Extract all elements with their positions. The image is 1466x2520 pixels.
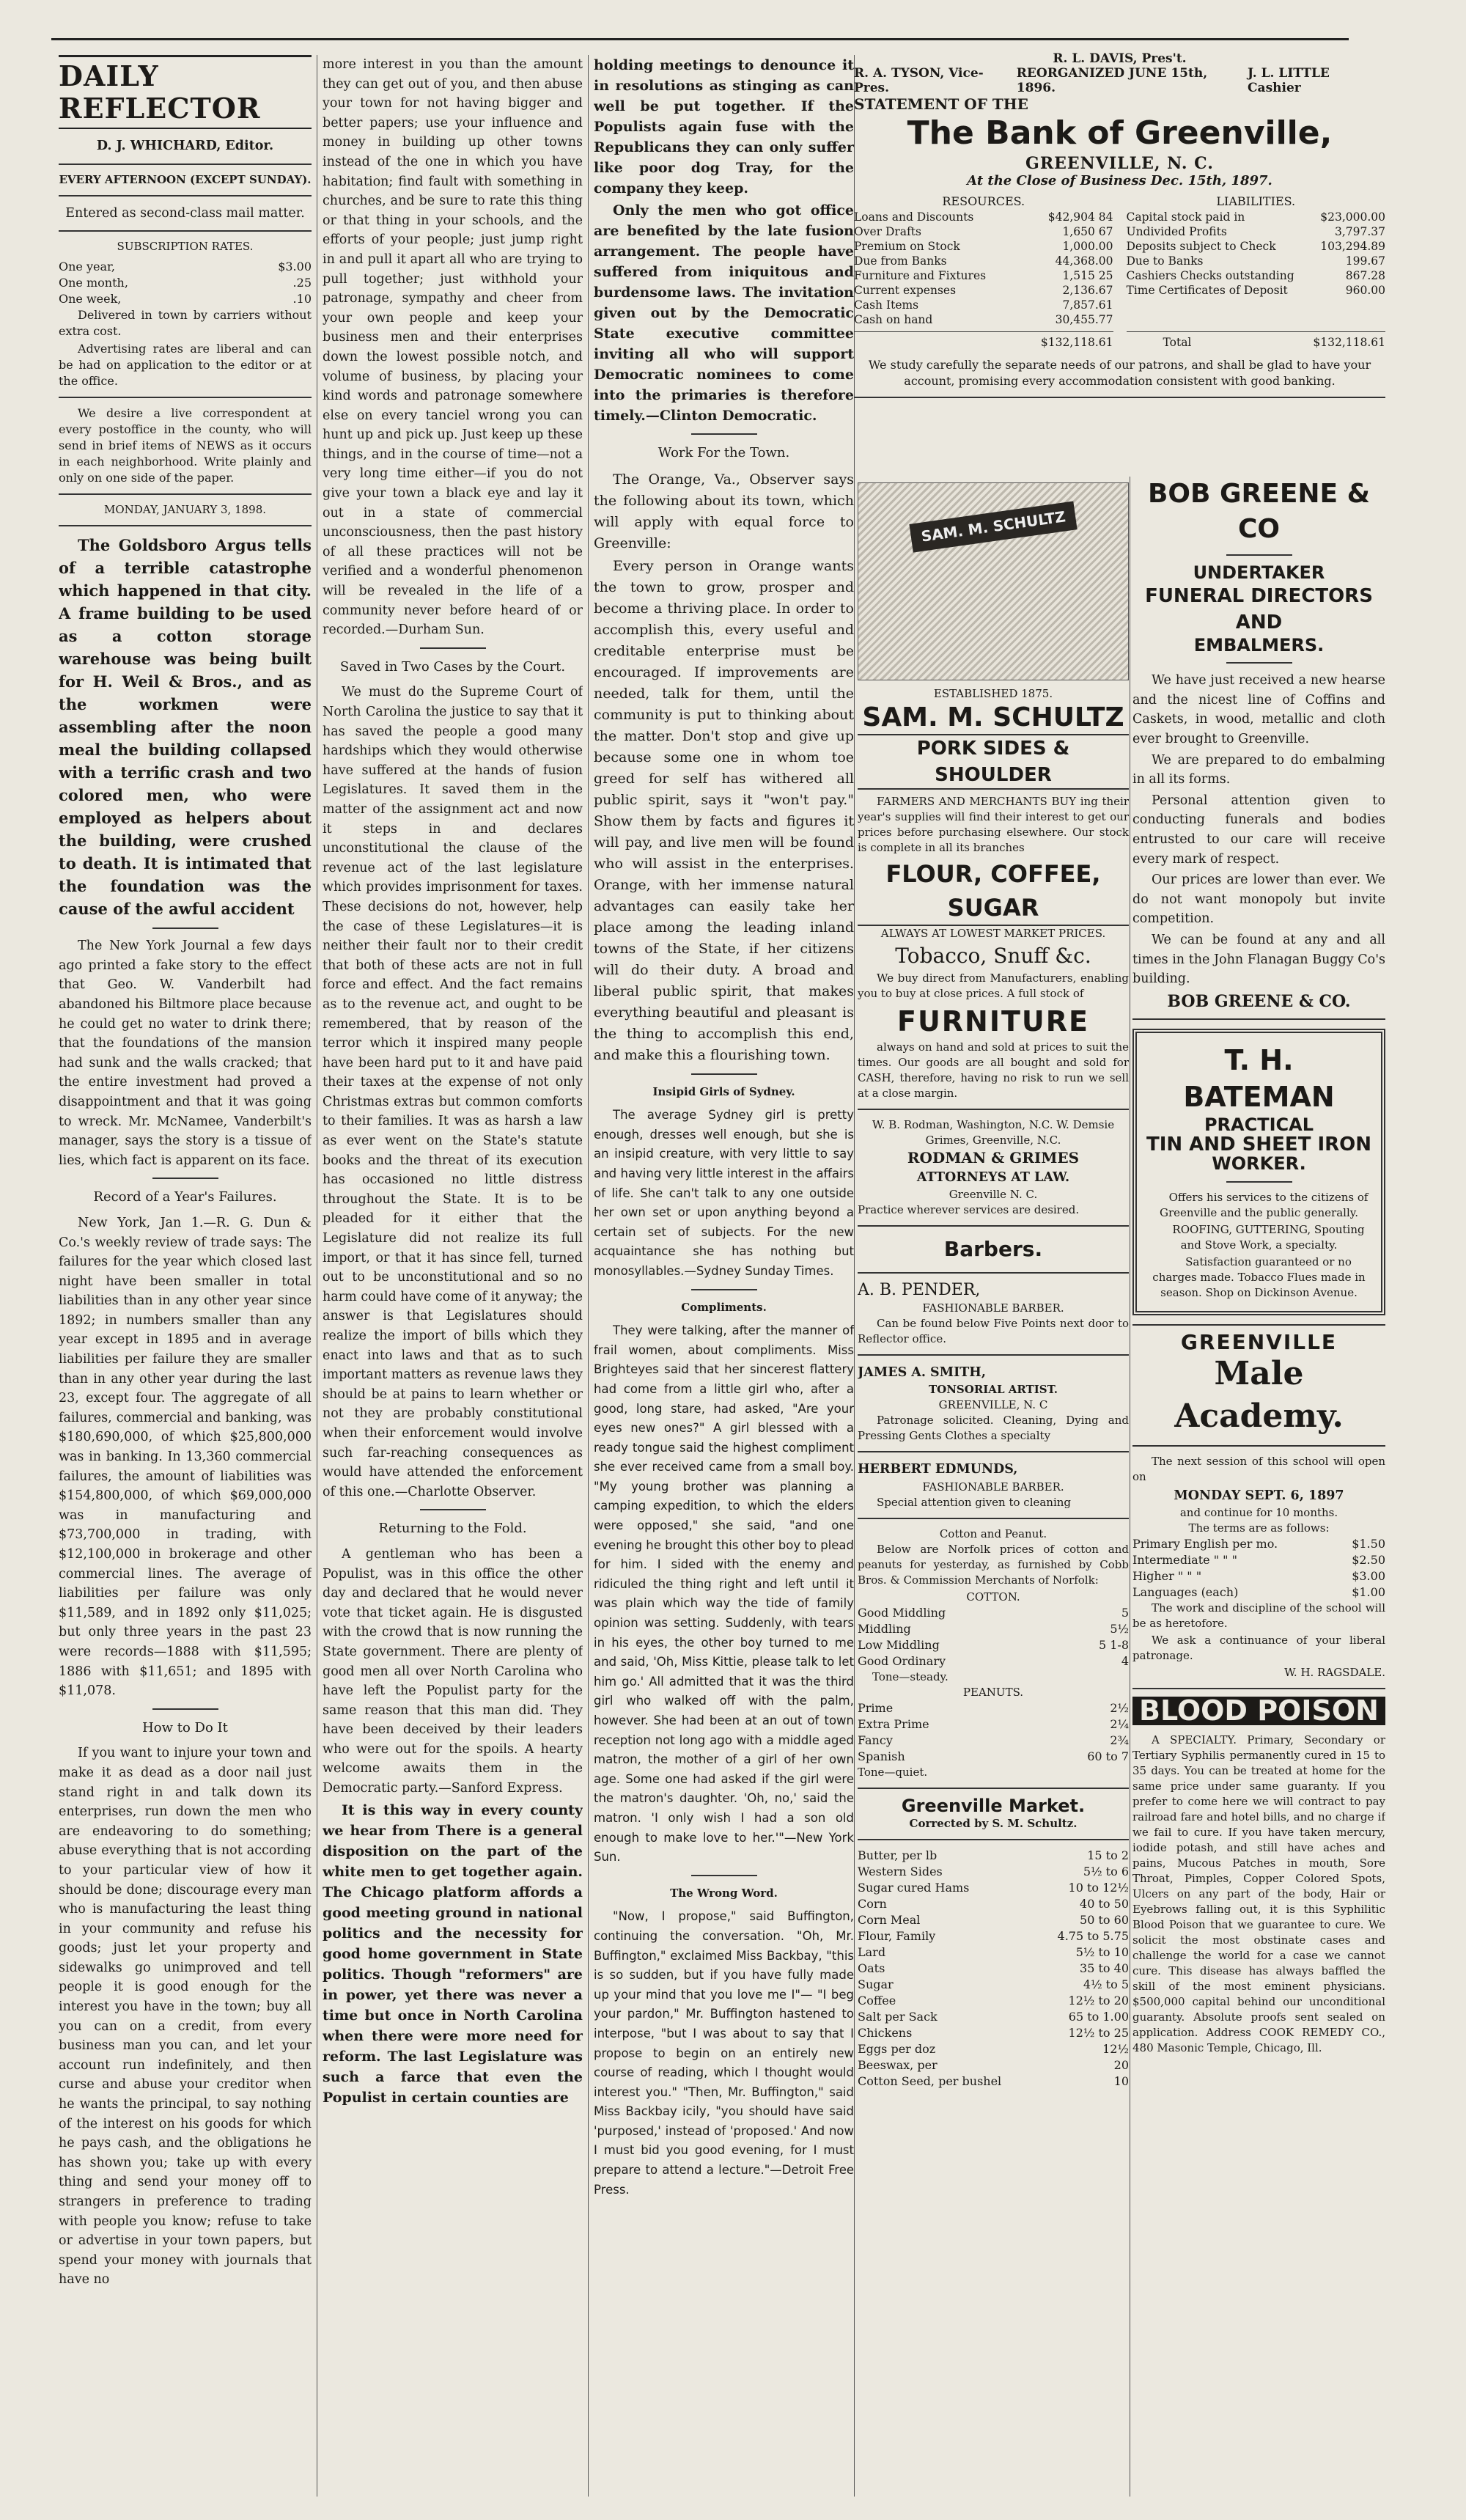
academy-terms: The terms are as follows: <box>1188 1521 1330 1535</box>
correspondent-notice: We desire a live correspondent at every postoffice in the county, who will send in brief items of NEWS as it occurs in each neighborhood. Write plainly and only on one side of the paper. <box>59 406 312 485</box>
market-row <box>858 2009 1129 2025</box>
liability-label: Cashiers Checks outstanding <box>1126 269 1294 282</box>
resource-row <box>854 312 1113 327</box>
smith-title: TONSORIAL ARTIST. <box>928 1383 1058 1397</box>
bateman-text: Offers his services to the citizens of Greenville and the public generally. <box>1160 1191 1369 1220</box>
academy-open: The next session of this school will open on <box>1132 1454 1385 1483</box>
greene-text-5: We can be found at any and all times in the John Flanagan Buggy Co's building. <box>1132 932 1385 987</box>
rate-row: One month, .25 <box>59 276 312 290</box>
work-intro: The Orange, Va., Observer says the following about its town, which will apply with equal force to Greenville: <box>594 471 854 551</box>
divider <box>691 1073 757 1075</box>
cotton-row <box>858 1621 1129 1637</box>
market-label: Sugar <box>858 1977 894 1991</box>
masthead-title: DAILY REFLECTOR <box>59 55 312 129</box>
bateman-satisfaction: Satisfaction guaranteed or no charges made. Tobacco Flues made in season. Shop on Dickinson Avenue. <box>1152 1255 1366 1300</box>
divider <box>59 195 312 196</box>
only-men-article: Only the men who got office are benefited by the late fusion arrangement. The people have suffered from iniquitous and burdensome laws. The invitation given out by the Democratic State executive committee inviting all who will support Democratic nominees to come into the primaries is therefore timely.—Clinton Democratic. <box>594 202 854 424</box>
funeral-directors: FUNERAL DIRECTORS AND <box>1145 584 1373 633</box>
resource-row <box>854 254 1113 268</box>
market-value: 50 to 60 <box>1080 1912 1129 1927</box>
greene-text-4: Our prices are lower than ever. We do not want monopoly but invite competition. <box>1132 873 1385 927</box>
dateline: MONDAY, JANUARY 3, 1898. <box>103 503 267 517</box>
market-value: 35 to 40 <box>1080 1961 1129 1975</box>
market-value: 12½ to 20 <box>1068 1993 1129 2007</box>
cotton-label: Good Ordinary <box>858 1653 946 1668</box>
divider <box>858 1518 1129 1519</box>
market-row <box>858 1864 1129 1880</box>
market-label: Chickens <box>858 2025 913 2040</box>
liability-label: Deposits subject to Check <box>1126 240 1276 253</box>
market-row <box>858 2057 1129 2073</box>
divider <box>420 647 486 649</box>
term-value: $2.50 <box>1352 1553 1385 1568</box>
terms-table <box>1132 1536 1385 1601</box>
cotton-label: COTTON. <box>966 1590 1020 1604</box>
chicago-continued: holding meetings to denounce it in resolutions as stinging as can well be put together. If the Populists again fuse with the Republicans they can only suffer like poor dog Tray, for the company they keep. <box>594 57 854 196</box>
market-heading: Greenville Market. <box>901 1795 1086 1816</box>
liabilities-heading: LIABILITIES. <box>1216 194 1296 208</box>
resources-side <box>854 194 1113 350</box>
bateman-roof: ROOFING, GUTTERING, Spouting and Stove Work, a specialty. <box>1172 1223 1365 1252</box>
bateman-practical: PRACTICAL <box>1204 1114 1314 1136</box>
market-value: 65 to 1.00 <box>1068 2009 1129 2024</box>
peanut-row <box>858 1733 1129 1749</box>
divider <box>858 1839 1129 1840</box>
peanut-row <box>858 1716 1129 1733</box>
rate-row: One week, .10 <box>59 292 312 306</box>
market-label: Western Sides <box>858 1864 943 1878</box>
rodman-place: Greenville N. C. <box>949 1188 1038 1202</box>
divider <box>59 493 312 495</box>
goldsboro-article: The Goldsboro Argus tells of a terrible catastrophe which happened in that city. A frame building to be used as a cotton storage warehouse was being built for H. Weil & Bros., and as the workmen were assembling after the noon meal the building collapsed with a terrific crash and two colored men, who were employed as helpers about the building, were crushed to death. It is intimated that the foundation was the cause of the awful accident <box>59 536 312 919</box>
column-1 <box>59 55 312 2497</box>
market-value: 12½ to 25 <box>1068 2025 1129 2040</box>
greene-text-3: Personal attention given to conducting funerals and bodies entrusted to our care will receive every mark of respect. <box>1132 793 1385 867</box>
liability-row <box>1127 239 1386 254</box>
market-label: Salt per Sack <box>858 2009 938 2024</box>
failures-article: New York, Jan 1.—R. G. Dun & Co.'s weekly review of trade says: The failures for the year which closed last night have been smaller in total liabilities than in any other year since 1892; in numbers smaller than any year except in 1895 and in average liabilities per failure they are smaller than in any other year during the last 23, except four. The aggregate of all failures, commercial and banking, was $180,690,000, of which $25,800,000 was in banking. In 13,360 commercial failures, the amount of liabilities was $154,800,000, of which $69,000,000 was in manufacturing and $73,700,000 in trading, with $12,100,000 in brokerage and other commercial lines. The average of liabilities per failure was only $11,589, and in 1892 only $11,025; but only three years in the past 23 were records—1888 with $11,595; 1886 with $11,651; and 1895 with $11,078. <box>59 1215 312 1699</box>
smith-text: Patronage solicited. Cleaning, Dying and Pressing Gents Clothes a specialty <box>858 1414 1129 1443</box>
divider <box>691 1289 757 1290</box>
liability-row <box>1127 224 1386 239</box>
liability-row <box>1127 283 1386 298</box>
market-label: Butter, per lb <box>858 1848 938 1862</box>
peanut-row <box>858 1749 1129 1765</box>
work-article: Every person in Orange wants the town to grow, prosper and become a thriving place. In order to accomplish this, every useful and creditable enterprise must be encouraged. If improvements are needed, talk for them, until the community is put to thinking about the matter. Don't stop and give up because some one in whom toe greed for self has withered all public spirit, says it "won't pay." Show them by facts and figures it will pay, and live men will be found who will assist in the enterprises. Orange, with her immense natural advantages can easily take her place among the leading inland towns of the State, if her citizens will do their duty. A broad and liberal public spirit, that makes everything beautiful and pleasant is the thing to accomplish this end, and make this a flourishing town. <box>594 557 854 1063</box>
cotton-table <box>858 1605 1129 1669</box>
cotton-text: Below are Norfolk prices of cotton and peanuts for yesterday, as furnished by Cobb Bros. & Commission Merchants of Norfolk: <box>858 1542 1129 1587</box>
schultz-name: SAM. M. SCHULTZ <box>862 702 1124 732</box>
term-value: $3.00 <box>1352 1569 1385 1584</box>
peanut-label: Fancy <box>858 1733 893 1747</box>
rodman-text: Practice wherever services are desired. <box>858 1203 1080 1217</box>
saved-article: We must do the Supreme Court of North Carolina the justice to say that it has saved the people a good many hardships which they would otherwise have suffered at the hands of fusion Legislatures. It saved them in the matter of the assignment act and now it steps in and declares unconstitutional the clause of the revenue act of the last legislature which provides imprisonment for taxes. These decisions do not, however, help the case of these Legislatures—it is neither their fault nor to their credit that both of these acts are not in full force and effect. And the fact remains as to the revenue act, and ought to be remembered, that by reason of the terror which it inspired many people have been hard put to it and have paid their taxes at the expense of not only Christmas extras but common comforts to their families. It was as harsh a law as ever went on the State's statute books and the threat of its execution has occasioned no little distress throughout the State. It is to be pleaded for it either that the Legislature did not realize its full import, or that it has since fell, turned out to be unconstitutional and so no harm could have come of it anyway; the answer is that Legislatures should realize the import of bills which they enact into laws and that as to such important matters as revenue laws they should be at pains to learn whether or not they are probably constitutional when their enforcement would involve such far-reaching consequences as would have attended the enforcement of this one.—Charlotte Observer. <box>323 685 583 1499</box>
cotton-value: 5½ <box>1110 1621 1129 1636</box>
sydney-heading: Insipid Girls of Sydney. <box>652 1084 795 1098</box>
greene-sign: BOB GREENE & CO. <box>1167 991 1351 1011</box>
tobacco-line: Tobacco, Snuff &c. <box>895 944 1091 968</box>
divider <box>59 230 312 232</box>
peanut-label: Prime <box>858 1700 894 1715</box>
cotton-tone: Tone—steady. <box>872 1669 949 1683</box>
flour-line: FLOUR, COFFEE, SUGAR <box>858 857 1129 926</box>
howto-continued: more interest in you than the amount they can get out of you, and then abuse your town for not having bigger and better papers; use your influence and money in building up other towns instead of the one in which you have habitation; find fault with something in churches, and be sure to rate this thing or that thing in your schools, and the efforts of your people; just jump right in and pull it apart all who are trying to pull together; just withhold your patronage, sympathy and cheer from your own people and keep your business men and their enterprises down the lowest possible notch, and volume of business, by placing your kind words and patronage somewhere else on every tanciel wrong you can hunt up and pick up. Just keep up these things, and in the course of time—not a very long time either—if you do not give your town a black eye and lay it out in a state of commercial unconsciousness, then the past history of all these practices will not be verified and a wonderful phenomenon will be revealed in the life of a community never before heard of or recorded.—Durham Sun. <box>323 57 583 638</box>
bank-officers <box>854 66 1385 95</box>
peanuts-table <box>858 1700 1129 1765</box>
market-row <box>858 1977 1129 1993</box>
greene-text-2: We are prepared to do embalming in all its forms. <box>1132 752 1385 787</box>
market-label: Corn Meal <box>858 1912 921 1927</box>
resource-label: Premium on Stock <box>854 240 960 253</box>
fold-article: A gentleman who has been a Populist, was in this office the other day and declared that he would never vote that ticket again. He is disgusted with the crowd that is now running the State government. There are plenty of good men all over North Carolina who have left the Populist party for the same reason that this man did. They have been deceived by their leaders who were out for the spoils. A hearty welcome awaits them in the Democratic party.—Sanford Express. <box>323 1546 583 1796</box>
divider <box>420 1509 486 1510</box>
compliments-heading: Compliments. <box>681 1300 767 1314</box>
bateman-ad <box>1132 1029 1385 1315</box>
resource-value: 2,136.67 <box>1062 284 1113 297</box>
liability-value: 199.67 <box>1345 254 1385 268</box>
academy-city: GREENVILLE <box>1180 1330 1338 1355</box>
divider <box>1226 1181 1292 1183</box>
smith-place: GREENVILLE, N. C <box>938 1398 1048 1412</box>
liability-label: Time Certificates of Deposit <box>1126 284 1288 297</box>
divider <box>1132 1445 1385 1447</box>
bateman-name: T. H. BATEMAN <box>1183 1044 1335 1114</box>
divider <box>1226 554 1292 556</box>
term-row <box>1132 1536 1385 1552</box>
furniture-text: always on hand and sold at prices to suit the times. Our goods are all bought and sold for CASH, therefore, having no risk to run we sell at a close margin. <box>858 1040 1129 1100</box>
bank-place: GREENVILLE, N. C. <box>1025 154 1214 173</box>
liability-label: Due to Banks <box>1126 254 1204 268</box>
chicago-article: It is this way in every county we hear from There is a general disposition on the part of the white men to get together again. The Chicago platform affords a good meeting ground in national politics and the necessity for good home government in State politics. Though "reformers" are in power, yet there was never a time but once in North Carolina when there were more need for reform. The last Legislature was such a farce that even the Populist in certain counties are <box>323 1801 583 2106</box>
market-value: 12½ <box>1102 2041 1129 2056</box>
market-row <box>858 1944 1129 1961</box>
divider <box>59 164 312 165</box>
academy-work: The work and discipline of the school will be as heretofore. <box>1132 1601 1385 1631</box>
saved-heading: Saved in Two Cases by the Court. <box>339 658 566 675</box>
cotton-row <box>858 1605 1129 1621</box>
market-label: Sugar cured Hams <box>858 1880 970 1895</box>
divider <box>858 1451 1129 1452</box>
resource-label: Current expenses <box>854 284 957 297</box>
liabilities-total: Total $132,118.61 <box>1127 331 1386 350</box>
pork-line: PORK SIDES & SHOULDER <box>858 734 1129 790</box>
liability-label: Undivided Profits <box>1126 225 1227 238</box>
term-value: $1.00 <box>1352 1585 1385 1600</box>
bank-statement-label: STATEMENT OF THE <box>854 95 1028 113</box>
divider <box>59 397 312 398</box>
divider <box>691 1875 757 1876</box>
liability-value: 3,797.37 <box>1334 225 1385 238</box>
masthead-entered: Entered as second-class mail matter. <box>65 205 305 221</box>
term-label: Higher " " " <box>1132 1569 1202 1584</box>
fold-heading: Returning to the Fold. <box>378 1521 527 1537</box>
peanut-value: 60 to 7 <box>1087 1749 1129 1763</box>
liability-value: 103,294.89 <box>1320 240 1385 253</box>
divider <box>152 1178 218 1179</box>
resource-label: Cash on hand <box>854 313 933 326</box>
market-value: 20 <box>1113 2057 1129 2072</box>
greene-text-1: We have just received a new hearse and the nicest line of Coffins and Caskets, in wood, metallic and cloth ever brought to Greenville. <box>1132 673 1385 746</box>
resource-label: Cash Items <box>854 298 919 312</box>
divider <box>59 525 312 526</box>
market-row <box>858 2073 1129 2090</box>
market-table <box>858 1848 1129 2090</box>
liability-row <box>1127 210 1386 224</box>
cotton-label: Good Middling <box>858 1605 946 1620</box>
market-row <box>858 1993 1129 2009</box>
resource-label: Due from Banks <box>854 254 947 268</box>
cotton-heading: Cotton and Peanut. <box>939 1527 1047 1540</box>
market-label: Lard <box>858 1944 886 1959</box>
divider <box>1132 1324 1385 1326</box>
peanuts-label: PEANUTS. <box>962 1685 1024 1699</box>
bank-reorg: REORGANIZED JUNE 15th, 1896. <box>1016 66 1208 95</box>
blood-poison-text: A SPECIALTY. Primary, Secondary or Tertiary Syphilis permanently cured in 15 to 35 days. You can be treated at home for the same price under same guaranty. If you prefer to come here we will contract to pay railroad fare and hotel bills, and no charge if we fail to cure. If you have taken mercury, iodide potash, and still have aches and pains, Mucous Patches in mouth, Sore Throat, Pimples, Copper Colored Spots, Ulcers on any part of the body, Hair or Eyebrows falling out, it is this Syphilitic Blood Poison that we guarantee to cure. We solicit the most obstinate cases and challenge the world for a case we cannot cure. This disease has always baffled the skill of the most eminent physicians. $500,000 capital behind our unconditional guaranty. Absolute proofs sent sealed on application. Address COOK REMEDY CO., 480 Masonic Temple, Chicago, Ill. <box>1132 1733 1385 2054</box>
divider <box>858 1109 1129 1110</box>
rodman-title: ATTORNEYS AT LAW. <box>916 1169 1070 1185</box>
market-label: Flour, Family <box>858 1928 936 1943</box>
market-row <box>858 1912 1129 1928</box>
bateman-tin: TIN AND SHEET IRON <box>1146 1133 1372 1156</box>
resource-row <box>854 210 1113 224</box>
divider <box>858 1354 1129 1356</box>
rate-row: One year, $3.00 <box>59 260 312 274</box>
top-rule <box>51 38 1349 40</box>
column-2 <box>323 55 583 2497</box>
resources-total: $132,118.61 <box>854 331 1113 350</box>
always-line: ALWAYS AT LOWEST MARKET PRICES. <box>880 927 1106 940</box>
market-label: Beeswax, per <box>858 2057 938 2072</box>
resource-label: Loans and Discounts <box>854 210 974 224</box>
academy-sign: W. H. RAGSDALE. <box>1284 1666 1385 1680</box>
market-row <box>858 1961 1129 1977</box>
term-label: Languages (each) <box>1132 1585 1239 1600</box>
edmunds-title: FASHIONABLE BARBER. <box>922 1480 1064 1494</box>
rates-delivery: Delivered in town by carriers without extra cost. <box>59 308 312 339</box>
divider <box>858 1272 1129 1274</box>
academy-continue: and continue for 10 months. <box>1179 1506 1338 1520</box>
liability-row <box>1127 254 1386 268</box>
howto-heading: How to Do It <box>142 1719 228 1735</box>
market-label: Coffee <box>858 1993 896 2007</box>
masthead-editor: D. J. WHICHARD, Editor. <box>96 139 274 153</box>
resource-row <box>854 224 1113 239</box>
bank-date: At the Close of Business Dec. 15th, 1897. <box>967 173 1272 188</box>
market-value: 10 to 12½ <box>1068 1880 1129 1895</box>
bank-ledger <box>854 194 1385 350</box>
wrong-heading: The Wrong Word. <box>670 1886 778 1900</box>
market-row <box>858 2041 1129 2057</box>
work-heading: Work For the Town. <box>658 445 790 460</box>
market-row <box>858 1928 1129 1944</box>
pender-name: A. B. PENDER, <box>858 1281 981 1300</box>
bank-president: R. L. DAVIS, Pres't. <box>1053 51 1187 66</box>
undertaker: UNDERTAKER <box>1193 562 1325 583</box>
smith-name: JAMES A. SMITH, <box>858 1364 986 1380</box>
buy-direct: We buy direct from Manufacturers, enabling you to buy at close prices. A full stock of <box>858 971 1129 1000</box>
sydney-article: The average Sydney girl is pretty enough, dresses well enough, but she is an insipid creature, with very little to say and having very little interest in the affairs of life. She can't talk to any one outside her own set or upon anything beyond a certain set of subjects. For the new acquaintance she has nothing but monosyllables.—Sydney Sunday Times. <box>594 1108 854 1278</box>
market-label: Corn <box>858 1896 887 1911</box>
liability-value: 960.00 <box>1345 284 1385 297</box>
resource-value: 7,857.61 <box>1062 298 1113 312</box>
cotton-value: 4 <box>1121 1653 1129 1668</box>
market-value: 4.75 to 5.75 <box>1057 1928 1129 1943</box>
market-value: 15 to 2 <box>1087 1848 1129 1862</box>
resource-label: Over Drafts <box>854 225 921 238</box>
liability-value: $23,000.00 <box>1320 210 1385 224</box>
peanut-label: Spanish <box>858 1749 905 1763</box>
market-value: 5½ to 10 <box>1075 1944 1129 1959</box>
column-rule <box>588 55 589 2497</box>
resource-value: 1,515 25 <box>1062 269 1113 282</box>
market-value: 10 <box>1113 2073 1129 2088</box>
column-3 <box>594 55 854 2497</box>
embalmers: EMBALMERS. <box>1193 634 1325 655</box>
bank-note: We study carefully the separate needs of our patrons, and shall be glad to have your account, promising every accommodation consistent with good banking. <box>868 358 1371 388</box>
liabilities-side <box>1127 194 1386 350</box>
peanut-value: 2¼ <box>1110 1716 1129 1731</box>
resources-heading: RESOURCES. <box>942 194 1025 208</box>
cotton-row <box>858 1653 1129 1669</box>
cotton-value: 5 <box>1121 1605 1129 1620</box>
resource-value: 44,368.00 <box>1055 254 1113 268</box>
cotton-row <box>858 1637 1129 1653</box>
divider <box>854 397 1385 398</box>
resource-row <box>854 283 1113 298</box>
wrong-article: "Now, I propose," said Buffington, continuing the conversation. "Oh, Mr. Buffington," exclaimed Miss Backbay, "this is so sudden, but if you have fully made up your mind that you love me I"— "I beg your pardon," Mr. Buffington hastened to interpose, "but I was about to say that I propose to begin on an entirely new course of reading, which I thought would interest you." "Then, Mr. Buffington," said Miss Backbay icily, "you should have said 'purposed,' instead of 'proposed.' And now I must bid you good evening, for I must prepare to attend a lecture."—Detroit Free Press. <box>594 1909 854 2197</box>
peanuts-tone: Tone—quiet. <box>858 1765 928 1779</box>
pender-title: FASHIONABLE BARBER. <box>922 1301 1064 1315</box>
resource-row <box>854 298 1113 312</box>
peanut-value: 2½ <box>1110 1700 1129 1715</box>
store-illustration <box>858 482 1129 680</box>
market-row <box>858 1848 1129 1864</box>
market-row <box>858 1896 1129 1912</box>
barbers-heading: Barbers. <box>943 1237 1043 1262</box>
resource-label: Furniture and Fixtures <box>854 269 987 282</box>
peanut-label: Extra Prime <box>858 1716 929 1731</box>
store-sign: SAM. M. SCHULTZ <box>909 501 1078 552</box>
bank-statement <box>854 51 1385 469</box>
academy-ask: We ask a continuance of your liberal patronage. <box>1132 1634 1385 1663</box>
column-5 <box>1132 477 1385 2497</box>
market-row <box>858 2025 1129 2041</box>
furniture-line: FURNITURE <box>896 1005 1089 1037</box>
market-label: Eggs per doz <box>858 2041 936 2056</box>
masthead-schedule: EVERY AFTERNOON (EXCEPT SUNDAY). <box>59 172 312 186</box>
divider <box>152 927 218 929</box>
cotton-value: 5 1-8 <box>1098 1637 1129 1652</box>
bank-cashier: J. L. LITTLE Cashier <box>1248 66 1330 95</box>
liability-label: Capital stock paid in <box>1126 210 1245 224</box>
divider <box>1132 1018 1385 1020</box>
rodman-names: W. B. Rodman, Washington, N.C. W. Demsie Grimes, Greenville, N.C. <box>872 1118 1115 1147</box>
liability-value: 867.28 <box>1345 269 1385 282</box>
market-value: 5½ to 6 <box>1083 1864 1129 1878</box>
term-row <box>1132 1584 1385 1601</box>
market-label: Cotton Seed, per bushel <box>858 2073 1002 2088</box>
rodman-firm: RODMAN & GRIMES <box>907 1149 1080 1167</box>
bank-vice: R. A. TYSON, Vice-Pres. <box>854 66 984 95</box>
resource-value: 1,650 67 <box>1062 225 1113 238</box>
resource-row <box>854 239 1113 254</box>
edmunds-name: HERBERT EDMUNDS, <box>858 1462 1018 1477</box>
market-value: 4½ to 5 <box>1083 1977 1129 1991</box>
market-label: Oats <box>858 1961 885 1975</box>
pender-text: Can be found below Five Points next door to Reflector office. <box>858 1316 1129 1345</box>
established: ESTABLISHED 1875. <box>933 687 1053 700</box>
failures-heading: Record of a Year's Failures. <box>93 1189 277 1205</box>
column-4 <box>858 477 1129 2497</box>
howto-article: If you want to injure your town and make it as dead as a door nail just stand right in and talk down its enterprises, run down the men who are endeavoring to do something; abuse everything that is not according to your particular view of how it should be done; discourage every man who is manufacturing the least thing in your community and refuse his goods; just let your property and sidewalks go unimproved and tell people it is good enough for the interest you have in the town; buy all you can on a credit, from every business man you can, and let your account run indefinitely, and then curse and abuse your creditor when he wants the principal, to say nothing of the interest on his goods for which he pays cash, and the obligations he has shown you; take up with every thing and send your money off to strangers in preference to trading with people you know; refuse to take or advertise in your town papers, but spend your money with journals that have no <box>59 1746 312 2288</box>
rates-advertising: Advertising rates are liberal and can be had on application to the editor or at the office. <box>59 342 312 389</box>
rates-table <box>59 259 312 307</box>
divider <box>858 1225 1129 1227</box>
farmers-text: FARMERS AND MERCHANTS BUY ing their year's supplies will find their interest to get our prices before purchasing elsewhere. Our stock is complete in all its branches <box>858 795 1129 854</box>
academy-name: Male Academy. <box>1174 1354 1344 1435</box>
term-row <box>1132 1552 1385 1568</box>
bank-name: The Bank of Greenville, <box>907 114 1333 152</box>
bateman-worker: WORKER. <box>1212 1153 1306 1175</box>
divider <box>152 1708 218 1710</box>
resource-value: 30,455.77 <box>1055 313 1113 326</box>
market-row <box>858 1880 1129 1896</box>
peanut-value: 2¾ <box>1110 1733 1129 1747</box>
term-row <box>1132 1568 1385 1584</box>
vanderbilt-article: The New York Journal a few days ago printed a fake story to the effect that Geo. W. Vanderbilt had abandoned his Biltmore place because he could get no water to drink there; that the foundations of the mansion had sunk and the walls cracked; that the entire investment had proved a disappointment and that it was going to wreck. Mr. McNamee, Vanderbilt's manager, says the story is a tissue of lies, which fact is apparent on its face. <box>59 938 312 1168</box>
market-value: 40 to 50 <box>1080 1896 1129 1911</box>
resource-value: 1,000.00 <box>1062 240 1113 253</box>
liability-row <box>1127 268 1386 283</box>
term-label: Intermediate " " " <box>1132 1553 1237 1568</box>
term-label: Primary English per mo. <box>1132 1537 1278 1551</box>
divider <box>691 433 757 435</box>
market-by: Corrected by S. M. Schultz. <box>909 1816 1078 1830</box>
edmunds-text: Special attention given to cleaning <box>877 1495 1072 1509</box>
academy-date: MONDAY SEPT. 6, 1897 <box>1174 1488 1344 1503</box>
rates-heading: SUBSCRIPTION RATES. <box>117 240 254 254</box>
blood-poison-banner: BLOOD POISON <box>1132 1697 1385 1725</box>
resource-value: $42,904 84 <box>1047 210 1113 224</box>
peanut-row <box>858 1700 1129 1716</box>
term-value: $1.50 <box>1352 1537 1385 1551</box>
divider <box>1132 1688 1385 1689</box>
cotton-label: Low Middling <box>858 1637 940 1652</box>
compliments-article: They were talking, after the manner of frail women, about compliments. Miss Brighteyes said that her sincerest flattery had come from a little girl who, after a good, long stare, had asked, "Are your eyes new ones?" A girl blessed with a ready tongue said the highest compliment she ever received came from a small boy. "My young brother was planning a camping expedition, to which the elders were opposed," she said, "and one evening he brought this other boy to plead for him. I sided with the enemy and ridiculed the thing right and left until it was plain which way the tide of family opinion was setting. Suddenly, with tears in his eyes, the other boy turned to me and said, 'Oh, Miss Kittie, please talk to let him go.' All admitted that it was the third girl who walked off with the palm, however. She had been at an out of town reception not long ago with a middle aged matron, the mother of a girl of her own age. Some one had asked if the girl were the matron's daughter. 'Oh, no,' said the matron. 'I only wish I had a son old enough to make love to her.'"—New York Sun. <box>594 1323 854 1865</box>
greene-name: BOB GREENE & CO <box>1147 479 1371 544</box>
resource-row <box>854 268 1113 283</box>
divider <box>1226 662 1292 664</box>
divider <box>858 1788 1129 1789</box>
cotton-label: Middling <box>858 1621 911 1636</box>
